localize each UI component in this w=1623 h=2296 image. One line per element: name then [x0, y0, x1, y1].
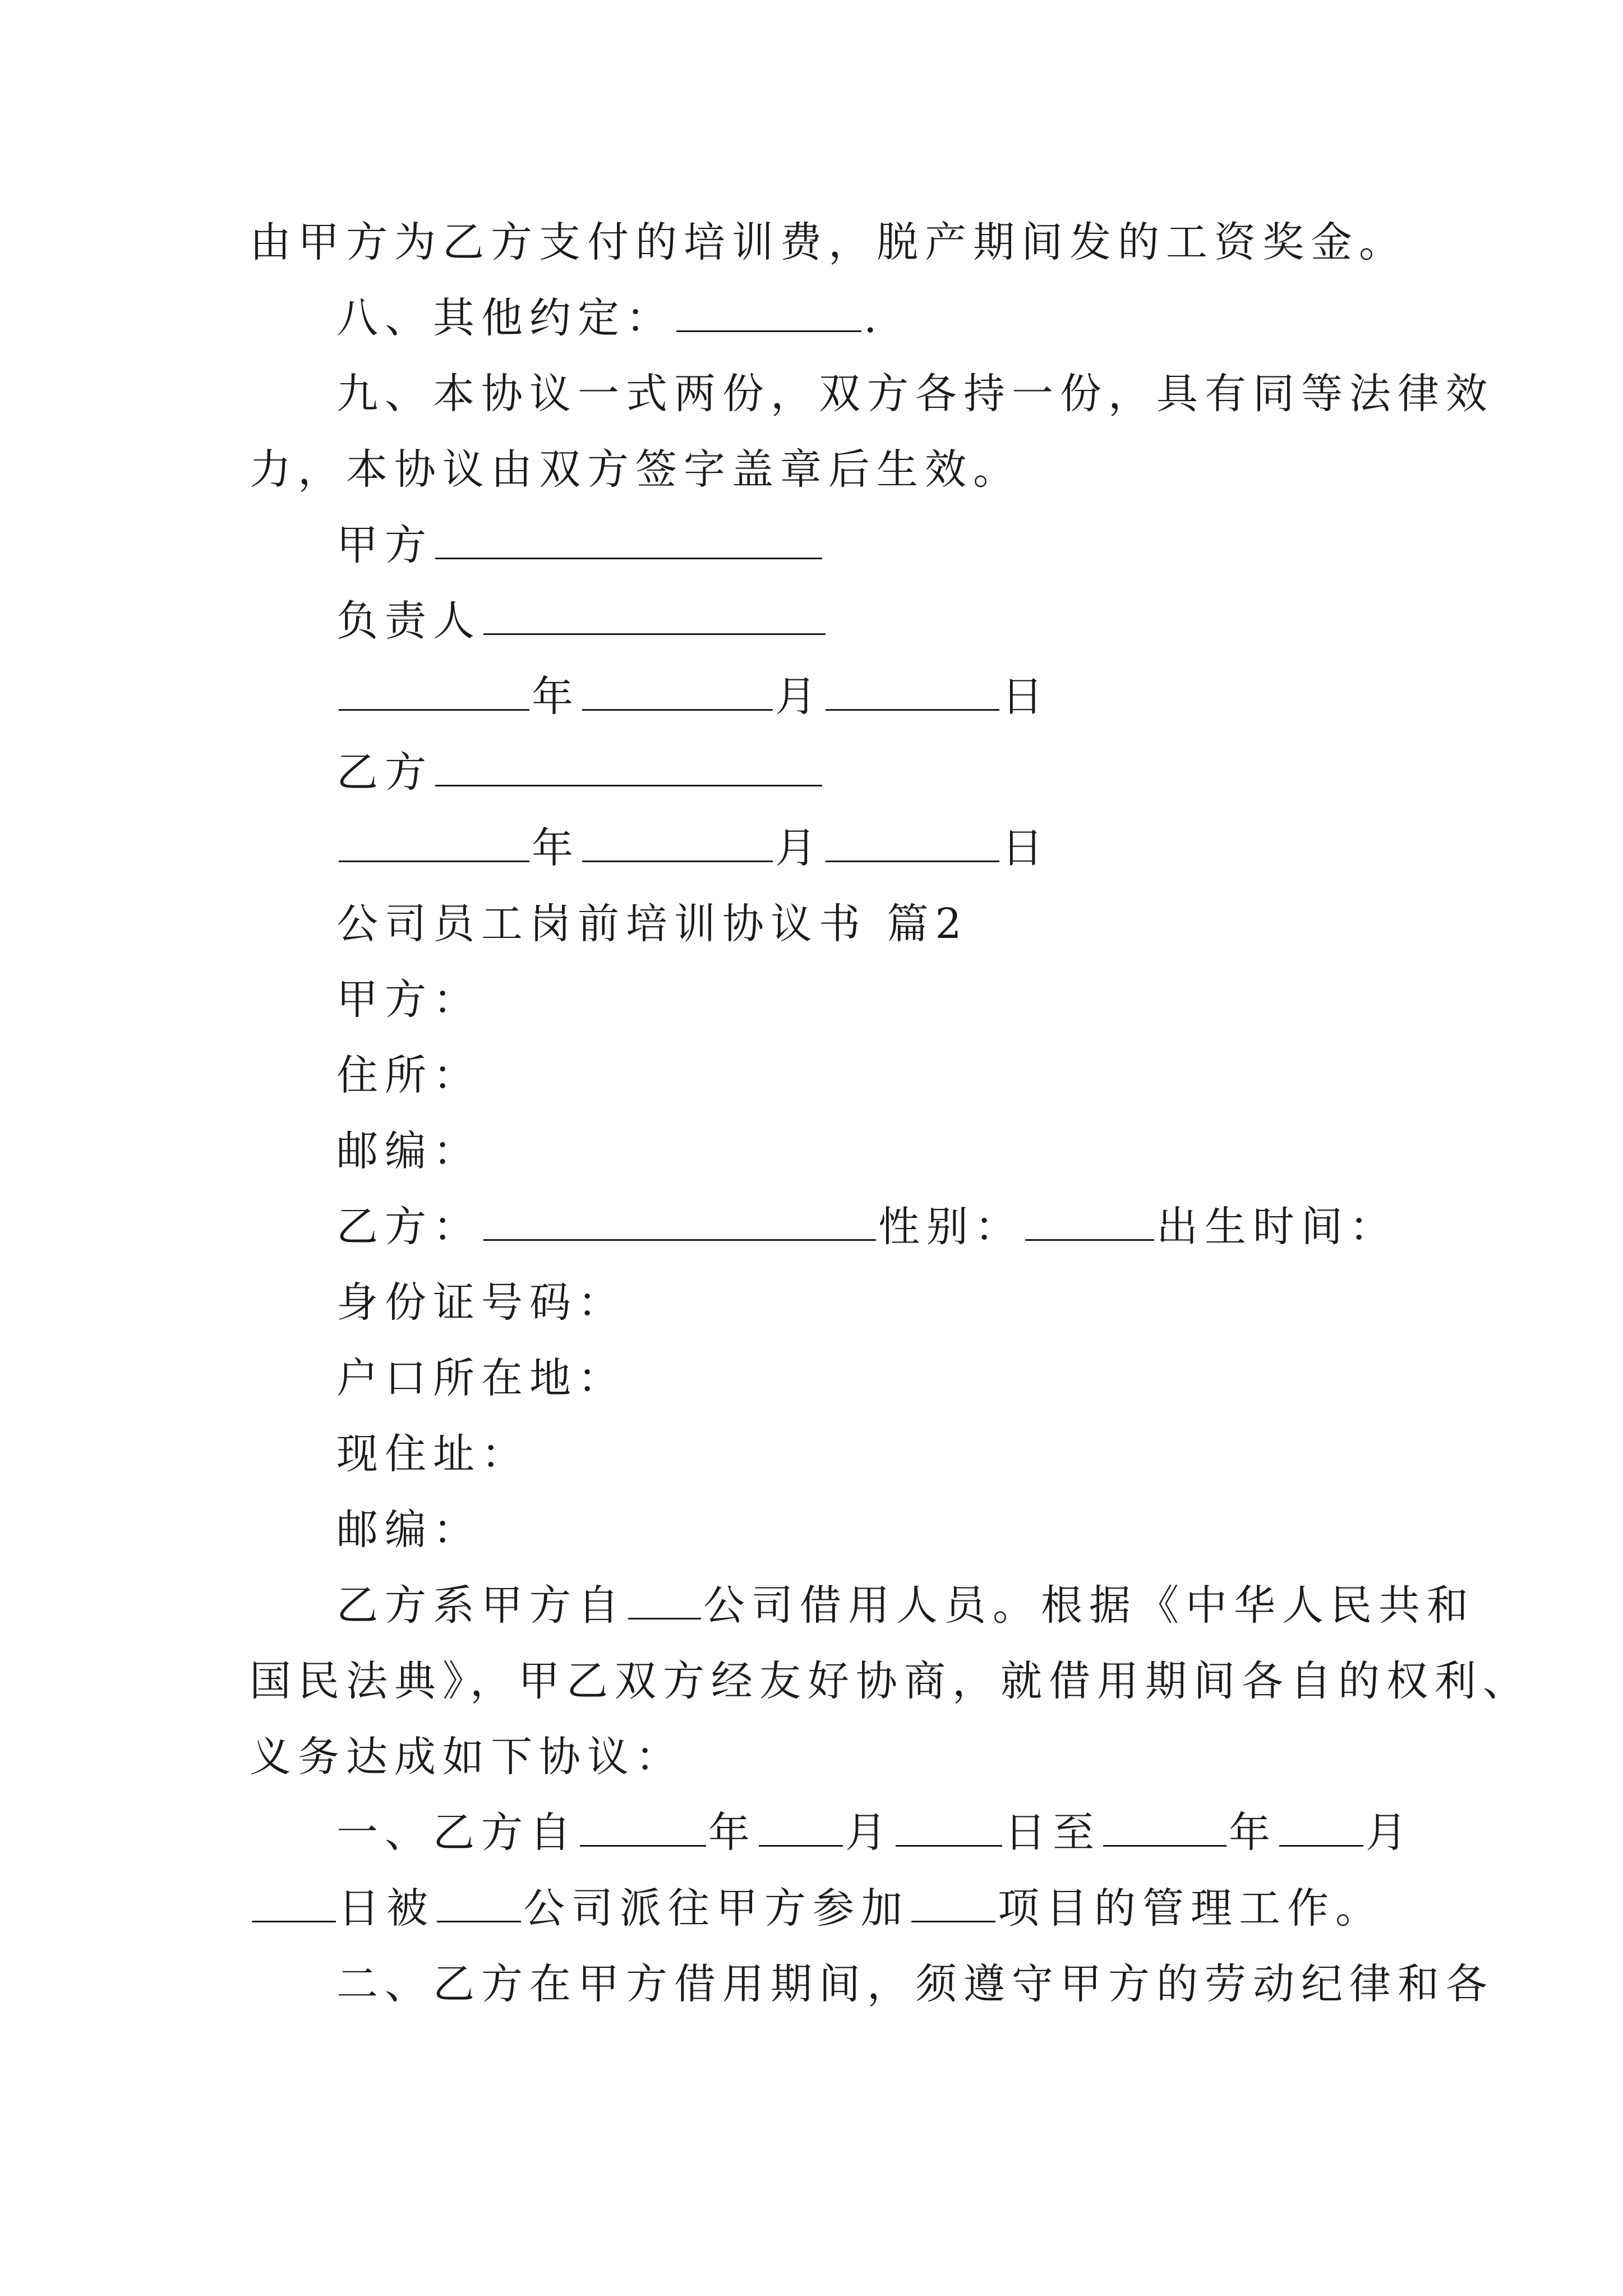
paragraph-line — [336, 1572, 1475, 1639]
paragraph-line — [250, 1875, 1384, 1942]
line-text: 负责人 — [336, 597, 481, 645]
clause-copies — [336, 360, 1494, 427]
line-text: 邮编： — [336, 1506, 481, 1554]
line-text: 九、本协议一式两份，双方各持一份，具有同等法律效 — [336, 370, 1494, 418]
fill-in-blank[interactable] — [483, 1231, 876, 1241]
line-text: 日 — [1002, 673, 1050, 721]
line-text: 住所： — [336, 1051, 481, 1099]
field-id-number — [336, 1269, 626, 1336]
fill-in-blank[interactable] — [437, 1913, 521, 1922]
fill-in-blank[interactable] — [911, 1913, 995, 1922]
signature-party-b — [336, 739, 824, 806]
line-text: 月 — [1366, 1809, 1414, 1857]
line-text: 月 — [775, 673, 823, 721]
line-text: 性别： — [878, 1203, 1023, 1251]
line-text: 出生时间： — [1156, 1203, 1398, 1251]
line-text: 邮编： — [336, 1127, 481, 1175]
signature-responsible-person — [336, 587, 828, 655]
line-text: 甲方 — [336, 521, 433, 569]
line-text: 一、乙方自 — [336, 1809, 578, 1857]
field-party-b — [336, 1193, 1398, 1260]
line-text: 力，本协议由双方签字盖章后生效。 — [250, 445, 1021, 494]
line-text: 乙方系甲方自 — [336, 1581, 626, 1630]
paragraph-line — [250, 1723, 684, 1791]
field-current-address — [336, 1420, 529, 1488]
line-text: 现住址： — [336, 1430, 529, 1478]
fill-in-blank[interactable] — [580, 1837, 706, 1847]
line-text: 户口所在地： — [336, 1354, 626, 1402]
line-text: 日至 — [1004, 1809, 1101, 1857]
line-text: 国民法典》，甲乙双方经友好协商，就借用期间各自的权利、 — [250, 1657, 1531, 1705]
fill-in-blank[interactable] — [826, 701, 999, 711]
line-text: 由甲方为乙方支付的培训费，脱产期间发的工资奖金。 — [250, 218, 1407, 266]
fill-in-blank[interactable] — [339, 701, 529, 711]
fill-in-blank[interactable] — [435, 550, 822, 559]
line-text: 日被 — [338, 1884, 435, 1932]
line-text: 公司借用人员。根据《中华人民共和 — [703, 1581, 1475, 1630]
fill-in-blank[interactable] — [582, 853, 773, 862]
fill-in-blank[interactable] — [252, 1913, 336, 1922]
line-text: 日 — [1002, 824, 1050, 872]
field-postcode — [336, 1496, 481, 1563]
line-text: 乙方： — [336, 1203, 481, 1251]
line-text: 义务达成如下协议： — [250, 1733, 684, 1781]
line-text: 甲方： — [336, 976, 481, 1024]
fill-in-blank[interactable] — [628, 1610, 701, 1619]
section-heading — [336, 890, 969, 958]
field-party-a — [336, 966, 481, 1033]
fill-in-blank[interactable] — [676, 323, 861, 332]
line-text: 月 — [775, 824, 823, 872]
signature-party-a — [336, 512, 824, 579]
line-text: 年 — [532, 673, 580, 721]
heading-text: 公司员工岗前培训协议书 篇2 — [336, 900, 969, 948]
line-text: 年 — [708, 1809, 757, 1857]
line-text: 月 — [845, 1809, 893, 1857]
fill-in-blank[interactable] — [1279, 1837, 1363, 1847]
paragraph-line — [250, 209, 1407, 276]
fill-in-blank[interactable] — [759, 1837, 843, 1847]
field-address — [336, 1042, 481, 1109]
fill-in-blank[interactable] — [339, 853, 529, 862]
date-line — [336, 815, 1050, 882]
line-text: 二、乙方在甲方借用期间，须遵守甲方的劳动纪律和各 — [336, 1960, 1494, 2008]
date-line — [336, 663, 1050, 730]
clause-one — [336, 1799, 1414, 1866]
fill-in-blank[interactable] — [1103, 1837, 1227, 1847]
fill-in-blank[interactable] — [582, 701, 773, 711]
fill-in-blank[interactable] — [826, 853, 999, 862]
line-text: 年 — [532, 824, 580, 872]
line-text: 身份证号码： — [336, 1278, 626, 1327]
paragraph-line — [250, 436, 1021, 503]
fill-in-blank[interactable] — [896, 1837, 1002, 1847]
clause-two — [336, 1950, 1494, 2018]
field-household-registration — [336, 1345, 626, 1412]
fill-in-blank[interactable] — [483, 625, 826, 635]
line-text: 项目的管理工作。 — [998, 1884, 1384, 1932]
clause-other-agreements — [336, 284, 884, 352]
line-text: 八、其他约定： — [336, 294, 674, 342]
fill-in-blank[interactable] — [435, 777, 822, 786]
line-text: . — [864, 294, 884, 342]
line-text: 公司派往甲方参加 — [523, 1884, 909, 1932]
fill-in-blank[interactable] — [1025, 1231, 1154, 1241]
line-text: 年 — [1229, 1809, 1277, 1857]
paragraph-line — [250, 1648, 1531, 1715]
line-text: 乙方 — [336, 748, 433, 797]
field-postcode — [336, 1117, 481, 1185]
